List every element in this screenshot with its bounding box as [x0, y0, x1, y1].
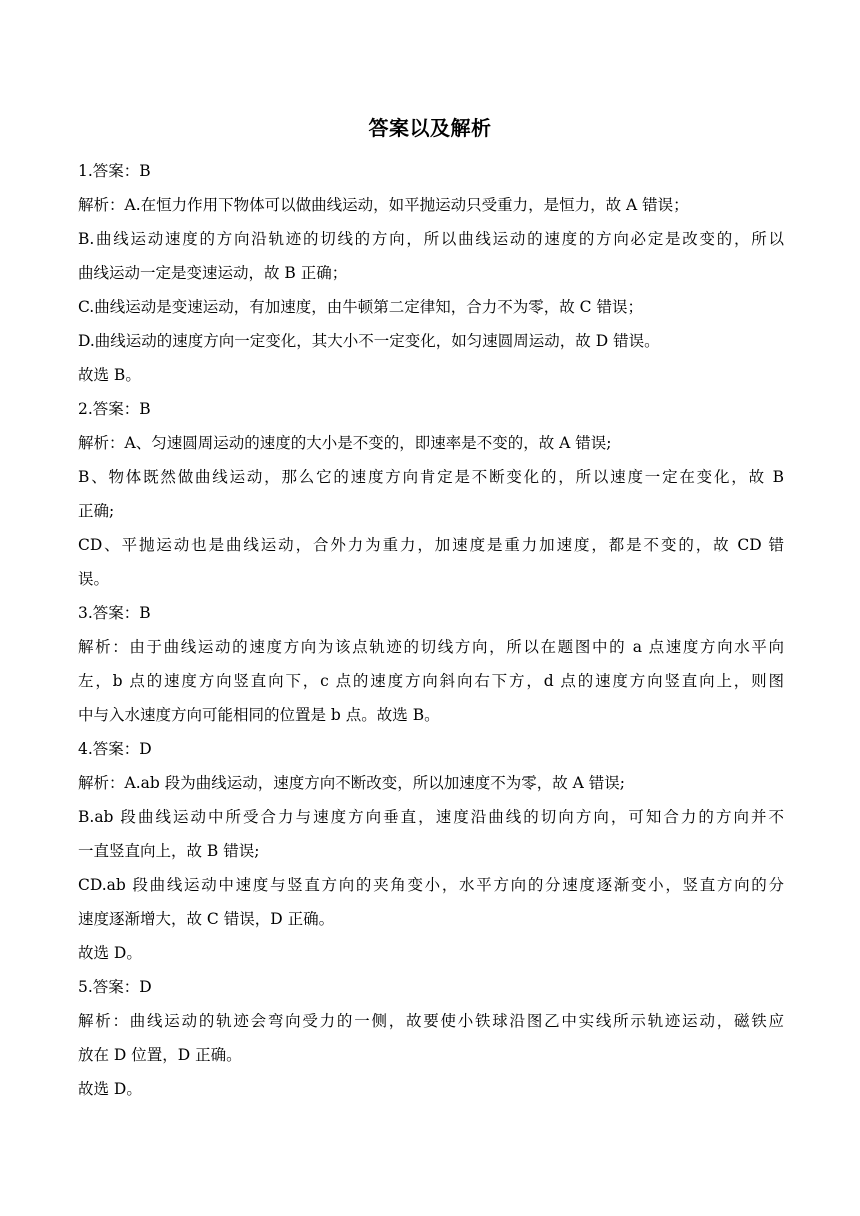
text-line: 解析：A.在恒力作用下物体可以做曲线运动，如平抛运动只受重力，是恒力，故 A 错误； [78, 196, 689, 214]
text-line: B.ab 段曲线运动中所受合力与速度方向垂直，速度沿曲线的切向方向，可知合力的方向并不 [78, 808, 784, 826]
text-line: B、物体既然做曲线运动，那么它的速度方向肯定是不断变化的，所以速度一定在变化，故 B [78, 468, 784, 486]
text-line: 左，b 点的速度方向竖直向下，c 点的速度方向斜向右下方，d 点的速度方向竖直向上，则图 [78, 672, 784, 690]
text-line: 放在 D 位置，D 正确。 [78, 1046, 242, 1064]
text-line: 2.答案：B [78, 400, 151, 418]
text-line: 解析：由于曲线运动的速度方向为该点轨迹的切线方向，所以在题图中的 a 点速度方向水平向 [78, 638, 784, 656]
text-line: D.曲线运动的速度方向一定变化，其大小不一定变化，如匀速圆周运动，故 D 错误。 [78, 332, 660, 350]
text-line: 中与入水速度方向可能相同的位置是 b 点。故选 B。 [78, 706, 440, 724]
text-line: 解析：曲线运动的轨迹会弯向受力的一侧，故要使小铁球沿图乙中实线所示轨迹运动，磁铁应 [78, 1012, 784, 1030]
text-line: 故选 D。 [78, 944, 142, 962]
text-line: 正确; [78, 502, 115, 520]
text-line: 故选 B。 [78, 366, 141, 384]
text-line: 4.答案：D [78, 740, 152, 758]
text-line: B.曲线运动速度的方向沿轨迹的切线的方向，所以曲线运动的速度的方向必定是改变的，所以 [78, 230, 784, 248]
text-line: 故选 D。 [78, 1080, 142, 1098]
text-line: 解析：A.ab 段为曲线运动，速度方向不断改变，所以加速度不为零，故 A 错误; [78, 774, 625, 792]
text-line: 误。 [78, 570, 110, 588]
text-line: CD、平抛运动也是曲线运动，合外力为重力，加速度是重力加速度，都是不变的，故 CD 错 [78, 536, 784, 554]
text-line: 3.答案：B [78, 604, 151, 622]
text-line: 解析：A、匀速圆周运动的速度的大小是不变的，即速率是不变的，故 A 错误; [78, 434, 612, 452]
text-line: 一直竖直向上，故 B 错误; [78, 842, 260, 860]
answer-body [78, 154, 784, 1106]
text-line: 5.答案：D [78, 978, 152, 996]
text-line: 速度逐渐增大，故 C 错误，D 正确。 [78, 910, 335, 928]
text-line: CD.ab 段曲线运动中速度与竖直方向的夹角变小，水平方向的分速度逐渐变小，竖直方向的分 [78, 876, 784, 894]
text-line: 曲线运动一定是变速运动，故 B 正确； [78, 264, 348, 282]
text-line: 1.答案：B [78, 162, 151, 180]
page-title: 答案以及解析 [368, 116, 492, 140]
text-line: C.曲线运动是变速运动，有加速度，由牛顿第二定律知，合力不为零，故 C 错误； [78, 298, 643, 316]
